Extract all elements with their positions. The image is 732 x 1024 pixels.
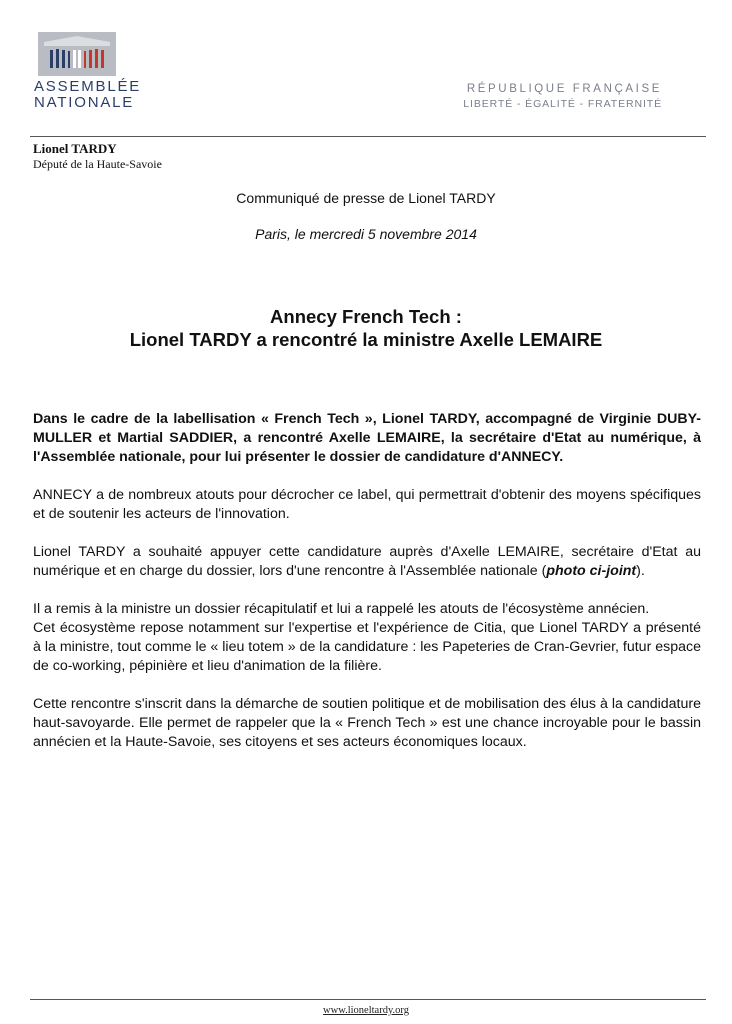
press-release-line: Communiqué de presse de Lionel TARDY [236,190,496,206]
author-role: Député de la Haute-Savoie [33,157,162,171]
footer-url-link[interactable]: www.lioneltardy.org [323,1005,409,1016]
republic-label: RÉPUBLIQUE FRANÇAISE [466,83,662,95]
republic-block [463,81,662,112]
footer-divider [30,999,706,1000]
header-divider [30,136,706,137]
photo-note: photo ci-joint [546,563,637,579]
lead-paragraph: Dans le cadre de la labellisation « French Tech », Lionel TARDY, accompagné de Virginie DUBY-MULLER et Martial SADDIER, a rencontré Axelle LEMAIRE, la secrétaire d'Etat au numérique, à l'Assemblée nationale, pour lui présenter le dossier de candidature d'ANNECY. [33,411,701,465]
paragraph-3b: Cet écosystème repose notamment sur l'expertise et l'expérience de Citia, que Lionel TARDY a présenté à la ministre, tout comme le « lieu totem » de la candidature : les Papeteries de Cran-Gevrier, futur espace de co-working, pépinière et lieu d'animation de la filière. [33,620,701,674]
logo-line-1: ASSEMBLÉE [34,78,142,95]
title-line-1: Annecy French Tech : [270,306,462,327]
paragraph-1: ANNECY a de nombreux atouts pour décrocher ce label, qui permettrait d'obtenir des moyens spécifiques et de soutenir les acteurs de l'innovation. [33,487,701,522]
paragraph-3a: Il a remis à la ministre un dossier récapitulatif et lui a rappelé les atouts de l'écosystème annécien. [33,601,650,617]
author-name: Lionel TARDY [33,141,117,156]
document-title [0,305,732,351]
date-line: Paris, le mercredi 5 novembre 2014 [255,226,477,242]
body-text [33,410,701,771]
hemicycle-icon [38,32,116,76]
logo-line-2: NATIONALE [34,94,135,111]
author-block [33,141,162,172]
assemblee-nationale-logo [34,32,142,111]
paragraph-2-end: ). [636,563,645,579]
motto-label: LIBERTÉ - ÉGALITÉ - FRATERNITÉ [463,98,662,110]
title-line-2: Lionel TARDY a rencontré la ministre Axelle LEMAIRE [129,329,603,350]
paragraph-2 [33,543,701,581]
paragraph-2-text: Lionel TARDY a souhaité appuyer cette candidature auprès d'Axelle LEMAIRE, secrétaire d'Etat au numérique et en charge du dossier, lors d'une rencontre à l'Assemblée nationale ( [33,544,701,579]
paragraph-4: Cette rencontre s'inscrit dans la démarche de soutien politique et de mobilisation des élus à la candidature haut-savoyarde. Elle permet de rappeler que la « French Tech » est une chance incroyable pour le bassin annécien et la Haute-Savoie, ses citoyens et ses acteurs économiques locaux. [33,696,701,750]
